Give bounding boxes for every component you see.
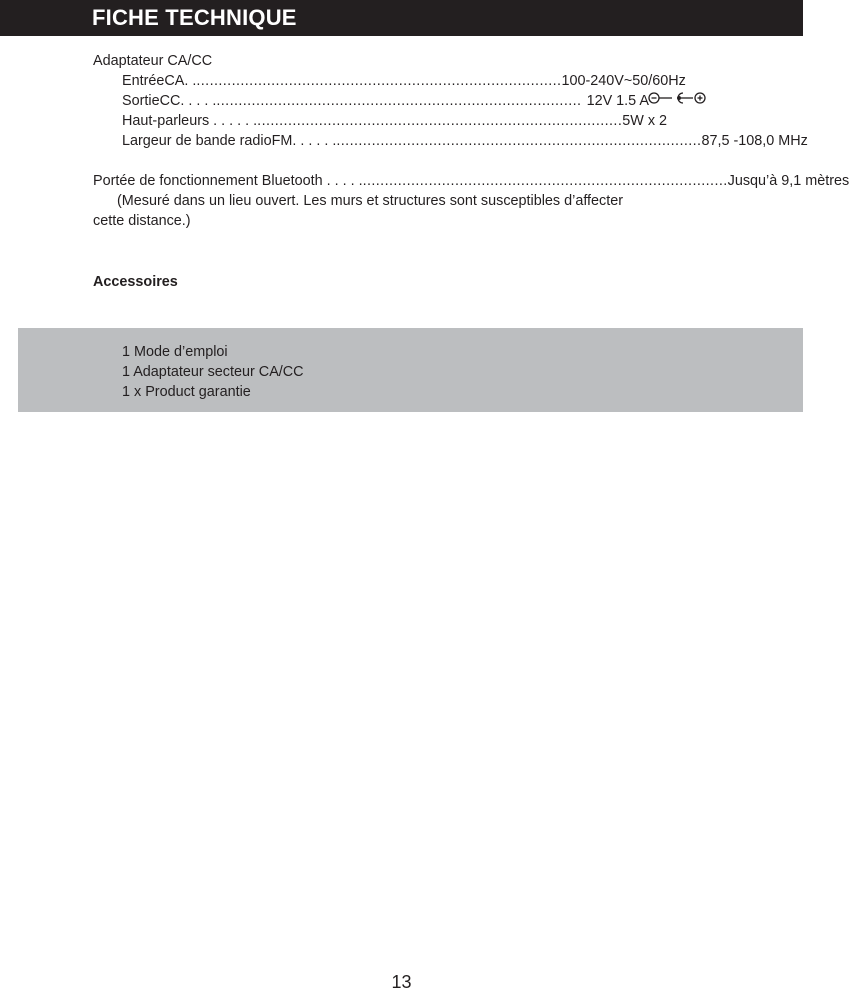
bluetooth-note-line2: cette distance.) — [93, 213, 191, 229]
dot-leader: ................................................................................... — [216, 93, 582, 109]
dc-polarity-icon — [646, 90, 708, 106]
adapter-title: Adaptateur CA/CC — [93, 53, 213, 69]
spec-value: 12V 1.5 A — [586, 93, 649, 109]
header-bar — [0, 0, 803, 36]
spec-value: 100-240V~50/60Hz — [561, 73, 686, 89]
bluetooth-note-line1: (Mesuré dans un lieu ouvert. Les murs et structures sont susceptibles d’affecter — [117, 193, 624, 209]
spec-value: 87,5 -108,0 MHz — [701, 133, 808, 149]
spec-row-output — [122, 91, 649, 111]
accessory-item: 1 x Product garantie — [122, 384, 251, 400]
dot-leader: ................................................................................... — [257, 113, 623, 129]
accessory-item: 1 Mode d’emploi — [122, 344, 228, 360]
bluetooth-value: Jusqu’à 9,1 mètres — [727, 173, 849, 189]
page-number: 13 — [391, 972, 412, 992]
spec-row-input — [122, 71, 686, 91]
bluetooth-label: Portée de fonctionnement Bluetooth . . . . . — [93, 173, 363, 189]
spec-label: Haut-parleurs . . . . . . — [122, 113, 258, 129]
spec-label: SortieCC. . . . . — [122, 93, 217, 109]
dot-leader: ................................................................................... — [196, 73, 562, 89]
dot-leader: ................................................................................... — [362, 173, 728, 189]
accessories-title: Accessoires — [93, 274, 178, 290]
dot-leader: ................................................................................... — [336, 133, 702, 149]
spec-row-speakers — [122, 111, 668, 131]
page-title: FICHE TECHNIQUE — [92, 5, 297, 30]
bluetooth-range-row — [93, 171, 849, 191]
spec-label: Largeur de bande radioFM. . . . . . — [122, 133, 337, 149]
accessory-item: 1 Adaptateur secteur CA/CC — [122, 364, 304, 380]
spec-label: EntréeCA. . — [122, 73, 197, 89]
spec-value: 5W x 2 — [622, 113, 668, 129]
spec-row-fm-band — [122, 131, 808, 151]
